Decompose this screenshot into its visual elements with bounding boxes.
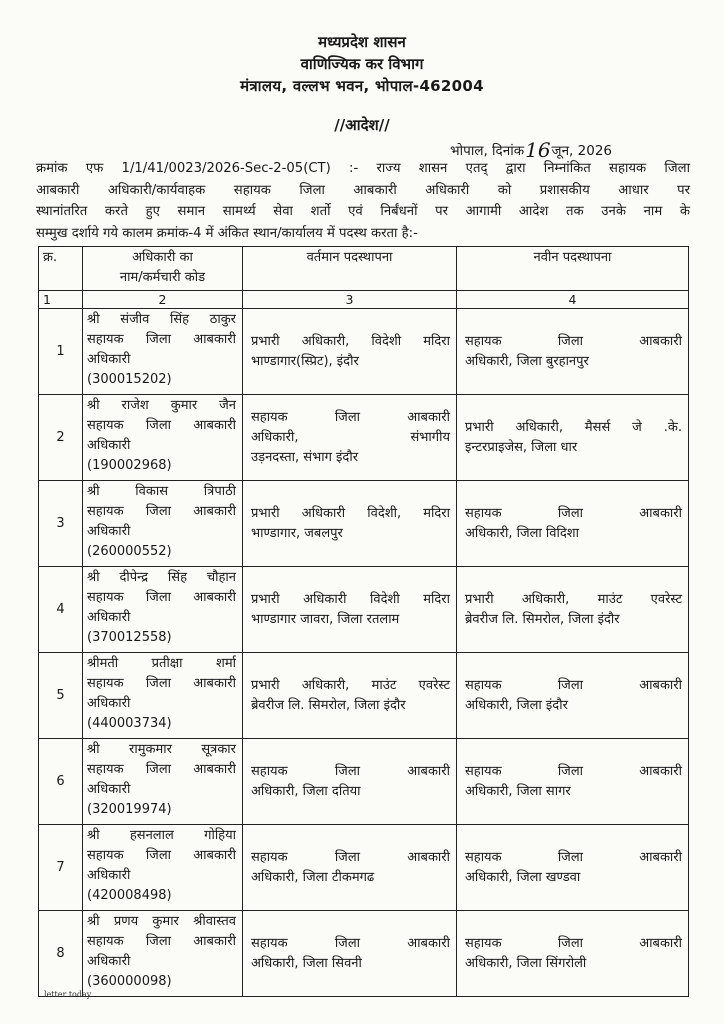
officer-name-line: (320019974): [87, 802, 172, 817]
officer-name-line: अधिकारी: [87, 524, 131, 539]
intro-line: सम्मुख दर्शाये गये कालम क्रमांक-4 में अंकित स्थान/कार्यालय में पदस्थ करता है:-: [36, 225, 418, 241]
officer-name: [83, 739, 243, 825]
new-posting-line: सहायक जिला आबकारी: [465, 333, 682, 349]
col-number: 3: [243, 291, 457, 309]
current-posting-line: सहायक जिला आबकारी: [251, 763, 450, 779]
intro-line: आबकारी अधिकारी/कार्यवाहक सहायक जिला आबकारी अधिकारी को प्रशासकीय आधार पर: [36, 182, 690, 198]
officer-name: [83, 911, 243, 997]
new-posting: [457, 395, 689, 481]
officer-name-line: (440003734): [87, 716, 172, 731]
officer-name-line: अधिकारी: [87, 610, 131, 625]
new-posting-line: अधिकारी, जिला सागर: [465, 783, 571, 799]
officer-name-line: सहायक जिला आबकारी: [87, 762, 236, 777]
new-posting-line: इन्टरप्राइजेस, जिला धार: [465, 439, 578, 455]
officer-name-line: सहायक जिला आबकारी: [87, 848, 236, 863]
officer-name-line: अधिकारी: [87, 696, 131, 711]
new-posting: [457, 825, 689, 911]
current-posting: [243, 481, 457, 567]
officer-name: [83, 567, 243, 653]
current-posting-line: उड़नदस्ता, संभाग इंदौर: [251, 449, 359, 465]
current-posting-line: भाण्डागार, जबलपुर: [251, 525, 343, 541]
current-posting: [243, 309, 457, 395]
new-posting: [457, 911, 689, 997]
current-posting-line: सहायक जिला आबकारी: [251, 935, 450, 951]
current-posting-line: प्रभारी अधिकारी विदेशी मदिरा: [251, 591, 450, 607]
header-address: मंत्रालय, वल्लभ भवन, भोपाल-462004: [240, 77, 484, 95]
current-posting-line: भाण्डागार जावरा, जिला रतलाम: [251, 611, 400, 627]
current-posting-line: अधिकारी, जिला सिवनी: [251, 955, 362, 971]
table-row: [39, 567, 689, 653]
new-posting-line: सहायक जिला आबकारी: [465, 677, 682, 693]
header-current-posting: वर्तमान पदस्थापना: [243, 247, 457, 291]
officer-name-line: श्री विकास त्रिपाठी: [87, 484, 236, 499]
header-government: मध्यप्रदेश शासन: [318, 33, 406, 51]
new-posting-line: अधिकारी, जिला सिंगरोली: [465, 955, 587, 971]
officer-name-line: श्री हसनलाल गोहिया: [87, 828, 236, 843]
officer-name-line: सहायक जिला आबकारी: [87, 590, 236, 605]
new-posting-line: अधिकारी, जिला बुरहानपुर: [465, 353, 589, 369]
footnote: letter today: [44, 990, 92, 999]
officer-name-line: सहायक जिला आबकारी: [87, 676, 236, 691]
officer-name-line: अधिकारी: [87, 868, 131, 883]
serial-number: 1: [39, 309, 83, 395]
new-posting-line: अधिकारी, जिला विदिशा: [465, 525, 579, 541]
new-posting-line: सहायक जिला आबकारी: [465, 935, 682, 951]
current-posting-line: अधिकारी, जिला दतिया: [251, 783, 361, 799]
officer-name: [83, 481, 243, 567]
officer-name-line: (360000098): [87, 974, 172, 989]
serial-number: 2: [39, 395, 83, 481]
serial-number: 8: [39, 911, 83, 997]
serial-number: 4: [39, 567, 83, 653]
current-posting: [243, 653, 457, 739]
header-officer: [83, 247, 243, 291]
officer-name-line: (260000552): [87, 544, 172, 559]
col-number: 2: [83, 291, 243, 309]
officer-name: [83, 825, 243, 911]
officer-name: [83, 653, 243, 739]
officer-name-line: अधिकारी: [87, 438, 131, 453]
table-row: [39, 653, 689, 739]
intro-line: स्थानांतरित करते हुए समान सामर्थ्य सेवा शर्तो एवं निर्बंधनों पर आगामी आदेश तक उनके नाम के: [36, 204, 690, 219]
date-prefix: भोपाल, दिनांक: [450, 143, 525, 159]
serial-number: 7: [39, 825, 83, 911]
current-posting: [243, 739, 457, 825]
intro-line: क्रमांक एफ 1/1/41/0023/2026-Sec-2-05(CT) :- राज्य शासन एतद् द्वारा निम्नांकित सहायक जिला: [36, 161, 690, 176]
new-posting-line: अधिकारी, जिला इंदौर: [465, 697, 568, 713]
current-posting: [243, 911, 457, 997]
current-posting: [243, 567, 457, 653]
new-posting-line: सहायक जिला आबकारी: [465, 763, 682, 779]
current-posting-line: भाण्डागार(स्प्रिट), इंदौर: [251, 353, 359, 369]
new-posting: [457, 739, 689, 825]
new-posting-line: सहायक जिला आबकारी: [465, 505, 682, 521]
new-posting: [457, 309, 689, 395]
new-posting-line: प्रभारी अधिकारी, माउंट एवरेस्ट: [465, 591, 682, 607]
table-row: [39, 825, 689, 911]
table-row: [39, 911, 689, 997]
table-row: [39, 395, 689, 481]
officer-name-line: श्री राजेश कुमार जैन: [87, 398, 236, 413]
current-posting-line: सहायक जिला आबकारी: [251, 409, 450, 425]
officer-name-line: श्री रामुकमार सूत्रकार: [87, 742, 236, 757]
current-posting-line: सहायक जिला आबकारी: [251, 849, 450, 865]
officer-name-line: (420008498): [87, 888, 172, 903]
officer-name-line: (300015202): [87, 372, 172, 387]
current-posting: [243, 825, 457, 911]
officer-name-line: श्री दीपेन्द्र सिंह चौहान: [87, 570, 236, 585]
officer-name-line: सहायक जिला आबकारी: [87, 332, 236, 347]
header-department: वाणिज्यिक कर विभाग: [300, 55, 424, 73]
current-posting-line: ब्रेवरीज लि. सिमरोल, जिला इंदौर: [251, 697, 406, 713]
current-posting: [243, 395, 457, 481]
new-posting-line: प्रभारी अधिकारी, मैसर्स जे .के.: [465, 419, 682, 435]
serial-number: 6: [39, 739, 83, 825]
officer-name: [83, 309, 243, 395]
new-posting: [457, 481, 689, 567]
serial-number: 5: [39, 653, 83, 739]
officer-name-line: श्री संजीव सिंह ठाकुर: [87, 312, 236, 327]
date-line: [450, 136, 612, 160]
date-suffix: जून, 2026: [551, 143, 612, 159]
order-title: //आदेश//: [334, 116, 390, 134]
header-serial: क्र.: [39, 247, 83, 291]
header-officer-line1: अधिकारी का: [132, 250, 193, 265]
officer-name-line: सहायक जिला आबकारी: [87, 504, 236, 519]
current-posting-line: प्रभारी अधिकारी, माउंट एवरेस्ट: [251, 677, 450, 693]
current-posting-line: अधिकारी, संभागीय: [251, 429, 450, 445]
new-posting-line: ब्रेवरीज लि. सिमरोल, जिला इंदौर: [465, 611, 620, 627]
officer-name-line: सहायक जिला आबकारी: [87, 418, 236, 433]
officer-name-line: (370012558): [87, 630, 172, 645]
table-row: [39, 739, 689, 825]
col-number: 4: [457, 291, 689, 309]
current-posting-line: अधिकारी, जिला टीकमगढ: [251, 869, 375, 885]
table-row: [39, 481, 689, 567]
officer-name-line: अधिकारी: [87, 782, 131, 797]
new-posting: [457, 567, 689, 653]
header-new-posting: नवीन पदस्थापना: [457, 247, 689, 291]
current-posting-line: प्रभारी अधिकारी विदेशी, मदिरा: [251, 505, 450, 521]
table-header-row: [39, 247, 689, 291]
col-number: 1: [39, 291, 83, 309]
officer-name: [83, 395, 243, 481]
column-number-row: [39, 291, 689, 309]
officer-name-line: अधिकारी: [87, 954, 131, 969]
officer-name-line: सहायक जिला आबकारी: [87, 934, 236, 949]
serial-number: 3: [39, 481, 83, 567]
current-posting-line: प्रभारी अधिकारी, विदेशी मदिरा: [251, 333, 450, 349]
officer-name-line: श्री प्रणय कुमार श्रीवास्तव: [87, 914, 236, 929]
officer-name-line: श्रीमती प्रतीक्षा शर्मा: [87, 656, 236, 671]
date-day: 16: [525, 138, 551, 162]
officer-name-line: (190002968): [87, 458, 172, 473]
new-posting-line: अधिकारी, जिला खण्डवा: [465, 869, 581, 885]
transfer-table: [38, 246, 689, 997]
header-officer-line2: नाम/कर्मचारी कोड: [119, 270, 206, 285]
new-posting: [457, 653, 689, 739]
new-posting-line: सहायक जिला आबकारी: [465, 849, 682, 865]
order-intro: [36, 158, 690, 244]
table-row: [39, 309, 689, 395]
officer-name-line: अधिकारी: [87, 352, 131, 367]
